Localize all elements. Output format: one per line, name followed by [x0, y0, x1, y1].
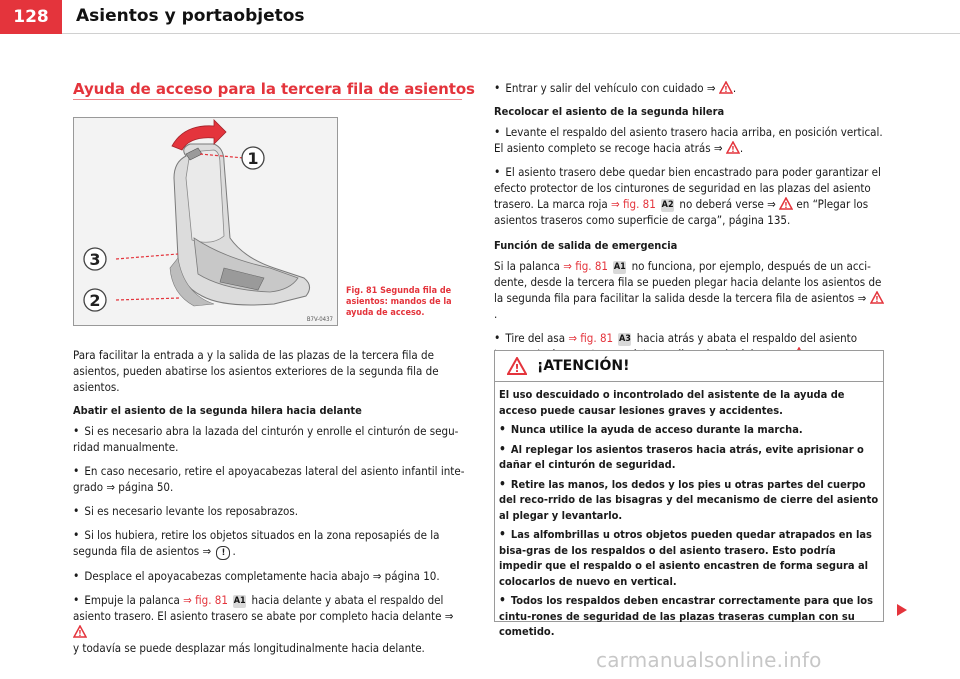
callout-badge: A1 [613, 262, 626, 272]
header-divider [62, 33, 960, 34]
section-divider [73, 99, 462, 100]
seat-drawing [74, 118, 337, 325]
left-column [73, 347, 465, 664]
svg-text:1: 1 [247, 149, 259, 168]
warning-icon [507, 357, 527, 375]
list-item: • Levante el respaldo del asiento trasero hacia arriba, en posición vertical. El asiento completo se recoge hacia atrás ⇒ ! . [494, 125, 883, 155]
subheading-emergency: Función de salida de emergencia [494, 239, 678, 252]
warning-icon [73, 625, 87, 638]
warning-icon [779, 197, 793, 210]
svg-text:!: ! [731, 145, 735, 154]
subheading-fold: Abatir el asiento de la segunda hilera hacia delante [73, 404, 362, 417]
warning-icon [719, 81, 733, 94]
list-item: • Nunca utilice la ayuda de acceso durante la marcha. [499, 422, 803, 436]
intro-paragraph: Para facilitar la entrada a y la salida de las plazas de la tercera fila de asientos, pueden abatirse los asientos exteriores de la segunda fila de asientos. [73, 348, 439, 394]
notice-icon: ! [216, 546, 230, 560]
chapter-title: Asientos y portaobjetos [76, 6, 305, 26]
list-item: • Si es necesario levante los reposabrazos. [73, 504, 299, 518]
list-item: • Entrar y salir del vehículo con cuidado ⇒ ! . [494, 81, 737, 95]
figure-ref-link[interactable]: ⇒ fig. 81 [568, 331, 614, 345]
svg-text:2: 2 [89, 291, 101, 310]
list-item: • Todos los respaldos deben encastrar correctamente para que los cintu-rones de seguridad de las plazas traseras cumplan con su cometido. [499, 593, 874, 638]
figure-81-illustration [73, 117, 338, 326]
figure-ref-link[interactable]: ⇒ fig. 81 [611, 197, 656, 211]
emergency-paragraph: Si la palanca ⇒ fig. 81 A1 no funciona, por ejemplo, después de un acci-dente, desde la tercera fila se pueden plegar hacia delante los asientos de la segunda fila para facilitar la salida desde la tercera fila de asientos ⇒ ! . [494, 258, 884, 322]
callout-badge: A2 [661, 200, 674, 210]
svg-text:!: ! [78, 629, 82, 638]
callout-2 [84, 289, 106, 311]
next-page-arrow-icon[interactable] [896, 603, 908, 617]
callout-badge: A3 [618, 334, 631, 344]
attention-box [494, 350, 884, 638]
subheading-restore: Recolocar el asiento de la segunda hilera [494, 105, 725, 118]
list-item: • Empuje la palanca ⇒ fig. 81 A1 hacia delante y abata el respaldo del asiento trasero. El asiento trasero se abate por completo hacia delante ⇒ ! y todavía se puede desplazar más longitudinalmente hacia delante. [73, 593, 454, 655]
attention-header [495, 351, 883, 382]
attention-intro: El uso descuidado o incontrolado del asistente de la ayuda de acceso puede causar lesiones graves y accidentes. [499, 388, 845, 417]
callout-1 [242, 147, 264, 169]
list-item: • Tire del asa ⇒ fig. 81 A3 hacia atrás y abata el respaldo del asiento [494, 330, 884, 362]
list-item: • Retire las manos, los dedos y los pies u otras partes del cuerpo del reco-rrido de las bisagras y del mecanismo de cierre del asiento al plegar y levantarlo. [499, 476, 879, 522]
right-column [494, 80, 884, 370]
section-title: Ayuda de acceso para la tercera fila de asientos [73, 80, 475, 98]
figure-code: B7V-0437 [306, 316, 333, 323]
attention-title: ¡ATENCIÓN! [537, 358, 630, 374]
page-ref-link[interactable]: ⇒ página 50. [106, 480, 174, 494]
warning-icon [870, 291, 884, 304]
list-item: • Si los hubiera, retire los objetos situados en la zona reposapiés de la segunda fila de asientos ⇒ ! . [73, 528, 440, 558]
list-item: • Las alfombrillas u otros objetos pueden quedar atrapados en las bisa-gras de los respaldos o del asiento trasero. Esto podría impedir que el respaldo o el asiento encastren de forma segura al colocarlos de nuevo en vertical. [499, 527, 872, 588]
page-number: 128 [0, 0, 62, 34]
callout-3 [84, 248, 106, 270]
list-item: • El asiento trasero debe quedar bien encastrado para poder garantizar el efecto protector de los cinturones de seguridad en las plazas del asiento trasero. La marca roja ⇒ fig. 81 A2 no deberá verse ⇒ ! en “Plegar los asientos traseros como superficie de carga”, página 135. [494, 165, 881, 227]
callout-badge: A1 [233, 596, 246, 606]
svg-text:!: ! [724, 85, 728, 94]
list-item: • Desplace el apoyacabezas completamente hacia abajo ⇒ página 10. [73, 569, 440, 583]
list-item: • En caso necesario, retire el apoyacabezas lateral del asiento infantil inte-grado ⇒ página 50. [73, 464, 465, 494]
list-item: • Al replegar los asientos traseros hacia atrás, evite aprisionar o dañar el cinturón de seguridad. [499, 441, 864, 471]
attention-body [495, 382, 883, 640]
svg-text:!: ! [784, 201, 788, 210]
figure-ref-link[interactable]: ⇒ fig. 81 [563, 259, 609, 273]
figure-ref-link[interactable]: ⇒ fig. 81 [183, 593, 228, 607]
figure-caption: Fig. 81 Segunda fila de asientos: mandos de la ayuda de acceso. [346, 286, 452, 318]
page-ref-link[interactable]: ⇒ página 10. [372, 569, 440, 583]
svg-text:3: 3 [89, 250, 101, 269]
svg-text:!: ! [874, 295, 879, 304]
svg-text:!: ! [514, 362, 520, 375]
warning-icon [726, 141, 740, 154]
list-item: • Si es necesario abra la lazada del cinturón y enrolle el cinturón de segu-ridad manualmente. [73, 424, 459, 454]
watermark: carmanualsonline.info [596, 648, 822, 672]
